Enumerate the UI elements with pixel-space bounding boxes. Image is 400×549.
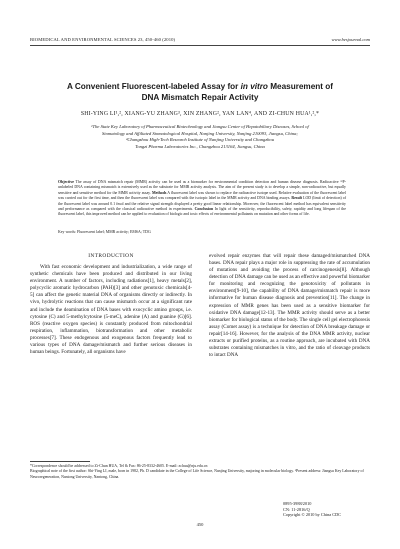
introduction-paragraph: With fast economic development and industrialization, a wide range of synthetic chemicals have been produced and distributed in our living environment. A number of factors, including radiations[1], heavy metals[2], polycyclic aromatic hydrocarbon (PAH)[3] and other genotoxic chemicals[4-5] can affect the genetic material DNA of organisms directly or indirectly. In vivo, hydrolytic reactions that can cause mismatch occur at a significant rate and include the deamination of DNA bases with exocyclic amino groups, i.e. cytosine (C) and 5-methylcytosine (5-meC), adenine (A) and guanine (G)[6]. ROS (reactive oxygen species) is constantly produced from mitochondrial respiration, inflammation, biotransformation and other metabolic processes[7]. These endogenous and exogenous factors frequently lead to various types of DNA damage/mismatch and further serious diseases in human beings. Fortunately, all organisms have bbox=[30, 264, 192, 356]
title-line2: DNA Mismatch Repair Activity bbox=[141, 92, 259, 102]
affiliation-line: ²Changzhou High-Tech Research Institute of Nanjing University and Changzhou bbox=[125, 137, 275, 143]
affiliation-line: Stomatology and Affiliated Stomatological Hospital, Nanjing University, Nanjing 210093, Jiangsu, China; bbox=[102, 130, 298, 136]
methods-label: Methods bbox=[151, 190, 167, 195]
page-number: 450 bbox=[196, 522, 204, 527]
conclusion-label: Conclusion bbox=[194, 207, 214, 212]
title-line1-part3: Measurement of bbox=[267, 82, 333, 91]
abstract bbox=[58, 180, 346, 218]
footnote-rule bbox=[30, 461, 90, 462]
footnotes bbox=[30, 464, 370, 480]
conclusion-text: In light of the sensitivity, reproducibility, safety, rapidity and long lifespan of the fluorescent label, this improved method can be applied to evaluation of biologic and toxic effects of environmental pollutants on mutation and other forms of life. bbox=[58, 207, 346, 217]
title-line1-part1: A Convenient Fluorescent-labeled Assay for bbox=[66, 82, 241, 91]
objective-label: Objective bbox=[58, 180, 74, 184]
copyright-line: Copyright © 2010 by China CDC bbox=[283, 512, 342, 518]
issn-line: 0895-3988/2010 bbox=[283, 501, 312, 506]
affiliations bbox=[64, 124, 336, 150]
right-column bbox=[209, 253, 370, 359]
methods-text: A fluorescent label was shown to replace the radioactive isotope used. Relative evaluation of the fluorescent label was carried out for the first time, and then the fluorescent label was compared with the isotopic label in the MMR activity and DNA binding assays. bbox=[58, 190, 346, 201]
cn-line: CN: 11-2816/Q bbox=[283, 506, 310, 512]
affiliation-line: Tongzi Pharma Laboratories Inc., Changzhou 213164, Jiangsu, China bbox=[135, 143, 265, 149]
biographical-note: Biographical note of the first author: Shi-Ying LI, male, born in 1982, Ph. D candidate in the College of Life Science, Nanjing University, majoring in molecular biology. ³Present address: Jiangsu Key Laboratory of Neuroregeneration, Nantong University, Nantong, China. bbox=[30, 469, 364, 479]
journal-website: www.besjournal.com bbox=[331, 37, 370, 42]
title-line1-italic: in vitro bbox=[240, 82, 268, 91]
issn-block bbox=[283, 501, 341, 518]
affiliation-line: ¹The State Key Laboratory of Pharmaceutical Biotechnology and Jiangsu Center of Hepatobiliary Diseases, School of bbox=[91, 124, 309, 129]
journal-citation: BIOMEDICAL AND ENVIRONMENTAL SCIENCES 23, 450-460 (2010) bbox=[30, 37, 176, 42]
body-paragraph: evolved repair enzymes that will repair these damaged/mismatched DNA bases. DNA repair plays a major role in suppressing the rate of accumulation of mutations and avoiding the process of carcinogenesis[8]. Although detection of DNA damage can be used as an effective and powerful biomarker for monitoring and recognizing the genotoxicity of pollutants in environment[9-10], the capability of DNA damage/mismatch repair is more informative for human disease diagnosis and prevention[11]. The change in expression of MMR genes has been used as a sensitive biomarker for oxidative DNA damage[12-13]. The MMR activity should serve as a better biomarker for biological status of the body. The single cell gel electrophoresis assay (Comet assay) is a technique for detection of DNA breakage damage or repair[14-16]. However, for the analysis of the DNA MMR activity, nuclear extracts or purified proteins, as a routine approach, are incubated with DNA substrates containing mismatches in vitro, and the ratio of cleavage products to intact DNA bbox=[209, 253, 370, 359]
results-text: LOD (limit of detection) of the fluorescent label was around 0.1 fmol and the relative signal strength displayed a pretty good linear relationship. Moreover, the fluorescent label method has equivalent sensitivity and performance as compared with the classical radioactive method in experiments. bbox=[58, 196, 346, 212]
author-list: SHI-YING LI¹,², XIANG-YU ZHANG³, XIN ZHANG², YAN LAN⁴, AND ZI-CHUN HUA¹,²,* bbox=[80, 111, 320, 117]
running-header bbox=[30, 37, 370, 45]
results-label: Result bbox=[291, 196, 302, 201]
keywords: Key words: Fluorescent label; MMR activity; EMSA; TDG bbox=[58, 230, 151, 234]
article-title bbox=[30, 82, 370, 103]
correspondence-note: *Correspondence should be addressed to Zi-Chun HUA, Tel & Fax: 86-25-8332-4605. E-mail: zchua@nju.edu.cn bbox=[30, 464, 208, 468]
objective-text: The assay of DNA mismatch repair (MMR) activity can be used as a biomarker for environmental condition detection and human disease diagnosis. Radioactive ³²P-unlabeled DNA containing mismatch is extensively used as the substrate for MMR activity analysis. The aim of the present study is to develop a simple, non-radioactive, but equally sensitive and sensitive method for the MMR activity assay. bbox=[58, 180, 346, 195]
left-column bbox=[30, 253, 192, 356]
header-rule bbox=[30, 45, 370, 46]
introduction-heading: INTRODUCTION bbox=[88, 253, 134, 259]
